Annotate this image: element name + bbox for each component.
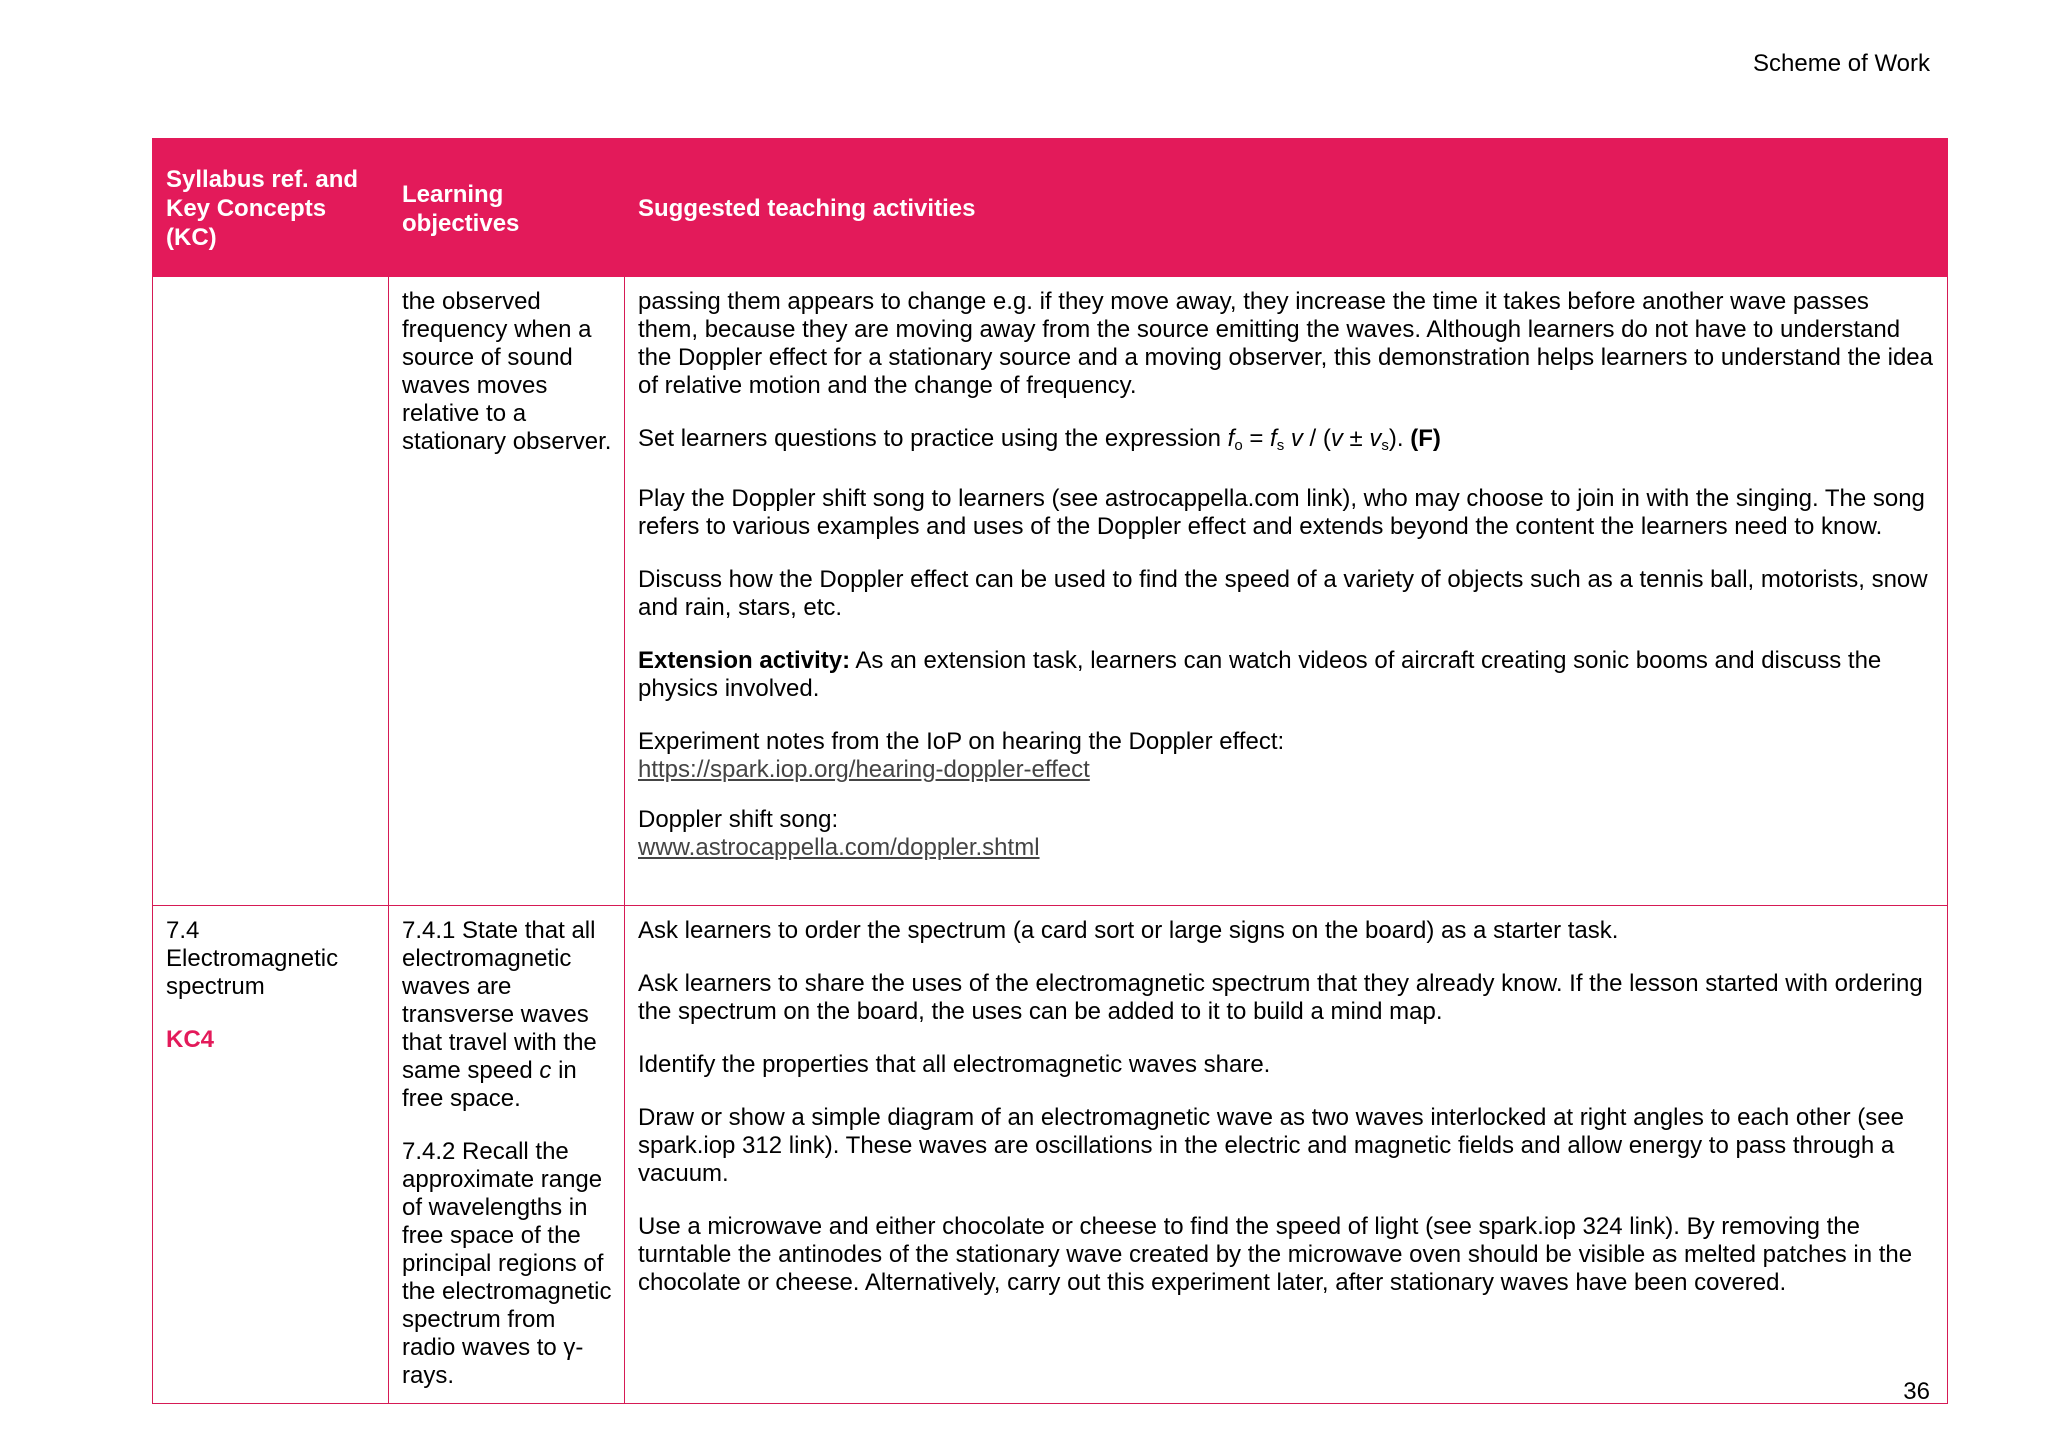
syllabus-cell [153, 277, 389, 906]
activity-paragraph: passing them appears to change e.g. if they move away, they increase the time it takes before another wave passes them, because they are moving away from the source emitting the waves. Although learners do not have to understand the Doppler effect for a stationary source and a moving observer, this demonstration helps learners to understand the idea of relative motion and the change of frequency. [638, 288, 1933, 399]
syllabus-ref: 7.4 Electromagnetic spectrum [166, 917, 339, 1000]
activity-paragraph-extension: Extension activity: As an extension task, learners can watch videos of aircraft creating sonic booms and discuss the physics involved. [638, 647, 1882, 702]
activity-paragraph-doppler-expression: Set learners questions to practice using the expression $f_o = f_s$ $v / (v \pm v_s)$. (F) [638, 425, 1441, 454]
astrocappella-link[interactable]: www.astrocappella.com/doppler.shtml [638, 834, 1040, 861]
activity-paragraph: Draw or show a simple diagram of an electromagnetic wave as two waves interlocked at right angles to each other (see spark.iop 312 link). These waves are oscillations in the electric and magnetic fields and allow energy to pass through a vacuum. [638, 1104, 1904, 1187]
objectives-cell [389, 277, 625, 906]
activity-paragraph: Use a microwave and either chocolate or cheese to find the speed of light (see spark.iop 324 link). By removing the turntable the antinodes of the stationary wave created by the microwave oven should be visible as melted patches in the chocolate or cheese. Alternatively, carry out this experiment later, after stationary waves have been covered. [638, 1213, 1913, 1296]
activity-paragraph-song: Doppler shift song: www.astrocappella.com/doppler.shtml [638, 806, 1040, 861]
page-number: 36 [1903, 1378, 1930, 1405]
iop-doppler-link[interactable]: https://spark.iop.org/hearing-doppler-effect [638, 756, 1090, 783]
objectives-cell [389, 906, 625, 1404]
table-row [153, 906, 1948, 1404]
activity-paragraph: Play the Doppler shift song to learners (see astrocappella.com link), who may choose to join in with the singing. The song refers to various examples and uses of the Doppler effect and extends beyond the content the learners need to know. [638, 485, 1925, 540]
activities-cell [625, 906, 1948, 1404]
document-header-title: Scheme of Work [1753, 50, 1930, 77]
header-syllabus-ref: Syllabus ref. and Key Concepts (KC) [153, 139, 389, 277]
objective-text: 7.4.2 Recall the approximate range of wavelengths in free space of the principal regions of the electromagnetic spectrum from radio waves to γ-rays. [402, 1138, 612, 1389]
activity-paragraph: Ask learners to order the spectrum (a card sort or large signs on the board) as a starter task. [638, 917, 1619, 944]
activity-paragraph: Ask learners to share the uses of the electromagnetic spectrum that they already know. If the lesson started with ordering the spectrum on the board, the uses can be added to it to build a mind map. [638, 970, 1923, 1025]
header-teaching-activities: Suggested teaching activities [625, 139, 1948, 277]
header-learning-objectives: Learning objectives [389, 139, 625, 277]
key-concept-badge: KC4 [166, 1026, 215, 1053]
table-row [153, 277, 1948, 906]
scheme-of-work-table [152, 138, 1948, 1404]
objective-text: the observed frequency when a source of sound waves moves relative to a stationary observer. [402, 288, 612, 455]
activities-cell [625, 277, 1948, 906]
syllabus-cell [153, 906, 389, 1404]
extension-label: Extension activity: [638, 647, 851, 674]
objective-text: 7.4.1 State that all electromagnetic waves are transverse waves that travel with the same speed c in free space. [402, 917, 597, 1112]
activity-paragraph: Identify the properties that all electromagnetic waves share. [638, 1051, 1271, 1078]
table-header-row [153, 139, 1948, 277]
activity-paragraph-iop: Experiment notes from the IoP on hearing the Doppler effect: https://spark.iop.org/hearing-doppler-effect [638, 728, 1285, 783]
activity-paragraph: Discuss how the Doppler effect can be used to find the speed of a variety of objects such as a tennis ball, motorists, snow and rain, stars, etc. [638, 566, 1928, 621]
